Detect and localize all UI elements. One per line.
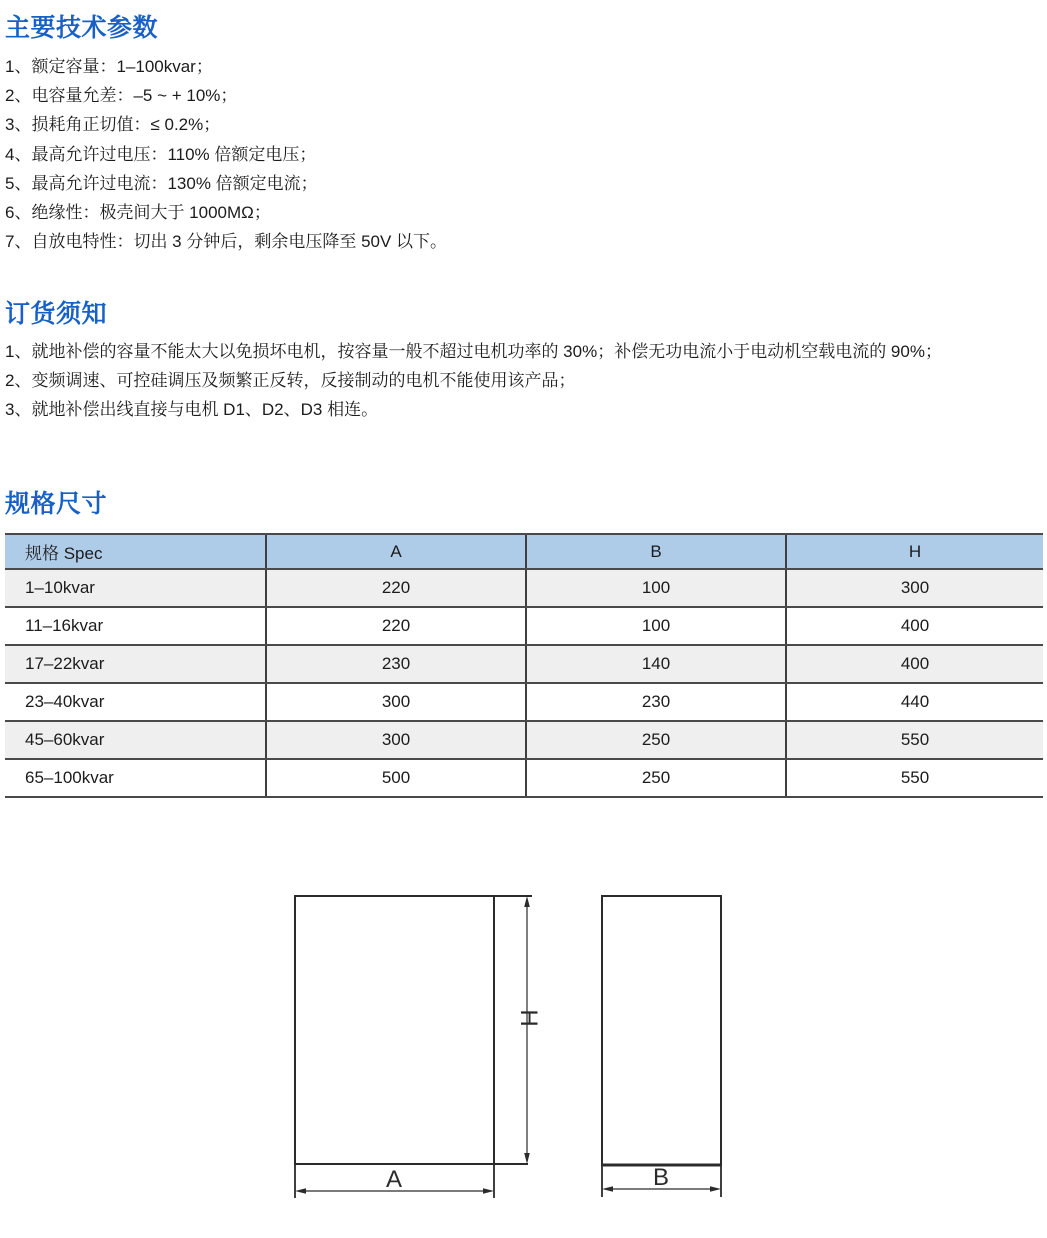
tech-param-item: 6、绝缘性：极壳间大于 1000MΩ； — [5, 203, 271, 223]
tech-params-list — [5, 52, 447, 256]
tech-param-item: 3、损耗角正切值：≤ 0.2%； — [5, 115, 221, 135]
dimension-diagram — [280, 880, 780, 1210]
tech-param-item: 2、电容量允差：–5 ~ + 10%； — [5, 86, 238, 106]
side-view-outline — [602, 896, 721, 1165]
tech-param-item: 1、额定容量：1–100kvar； — [5, 57, 213, 76]
h-cell: 550 — [786, 759, 1043, 797]
b-cell: 250 — [526, 759, 786, 797]
h-cell: 400 — [786, 645, 1043, 683]
h-cell: 550 — [786, 721, 1043, 759]
a-dimension-label: A — [385, 1166, 403, 1193]
column-header-h: H — [786, 534, 1043, 569]
column-header-a: A — [266, 534, 526, 569]
b-dimension-label: B — [652, 1164, 670, 1191]
a-cell: 500 — [266, 759, 526, 797]
b-cell: 250 — [526, 721, 786, 759]
spec-cell: 11–16kvar — [5, 607, 266, 645]
a-cell: 300 — [266, 683, 526, 721]
h-cell: 300 — [786, 569, 1043, 607]
a-cell: 230 — [266, 645, 526, 683]
table-row — [5, 759, 1043, 797]
column-header-spec: 规格 Spec — [5, 534, 266, 569]
a-cell: 220 — [266, 569, 526, 607]
table-row — [5, 645, 1043, 683]
tech-param-item: 7、自放电特性：切出 3 分钟后，剩余电压降至 50V 以下。 — [5, 232, 448, 252]
spec-cell: 45–60kvar — [5, 721, 266, 759]
b-cell: 100 — [526, 607, 786, 645]
b-arrow-right-icon — [710, 1186, 721, 1192]
h-arrow-up-icon — [524, 896, 530, 907]
table-row — [5, 569, 1043, 607]
ordering-item: 1、就地补偿的容量不能太大以免损坏电机，按容量一般不超过电机功率的 30%；补偿无功电流小于电动机空载电流的 90%； — [5, 342, 942, 361]
ordering-item: 2、变频调速、可控硅调压及频繁正反转，反接制动的电机不能使用该产品； — [5, 371, 576, 391]
section-title-ordering: 订货须知 — [5, 300, 108, 328]
spec-cell: 1–10kvar — [5, 569, 266, 607]
spec-cell: 65–100kvar — [5, 759, 266, 797]
b-arrow-left-icon — [602, 1186, 613, 1192]
table-row — [5, 607, 1043, 645]
b-cell: 140 — [526, 645, 786, 683]
h-dimension-label: H — [515, 1009, 542, 1027]
h-arrow-down-icon — [524, 1153, 530, 1164]
table-row — [5, 683, 1043, 721]
front-view-outline — [295, 896, 494, 1164]
h-cell: 400 — [786, 607, 1043, 645]
table-row — [5, 721, 1043, 759]
spec-cell: 23–40kvar — [5, 683, 266, 721]
spec-dimension-table — [5, 533, 1043, 798]
a-cell: 300 — [266, 721, 526, 759]
h-cell: 440 — [786, 683, 1043, 721]
ordering-list — [5, 337, 942, 425]
spec-cell: 17–22kvar — [5, 645, 266, 683]
table-header-row — [5, 534, 1043, 569]
tech-param-item: 4、最高允许过电压：110% 倍额定电压； — [5, 144, 317, 164]
a-arrow-right-icon — [483, 1188, 494, 1194]
tech-param-item: 5、最高允许过电流：130% 倍额定电流； — [5, 173, 318, 193]
column-header-b: B — [526, 534, 786, 569]
b-cell: 100 — [526, 569, 786, 607]
section-title-dimensions: 规格尺寸 — [5, 490, 108, 518]
a-cell: 220 — [266, 607, 526, 645]
section-title-tech-params: 主要技术参数 — [5, 14, 159, 42]
b-cell: 230 — [526, 683, 786, 721]
a-arrow-left-icon — [295, 1188, 306, 1194]
ordering-item: 3、就地补偿出线直接与电机 D1、D2、D3 相连。 — [5, 400, 379, 420]
